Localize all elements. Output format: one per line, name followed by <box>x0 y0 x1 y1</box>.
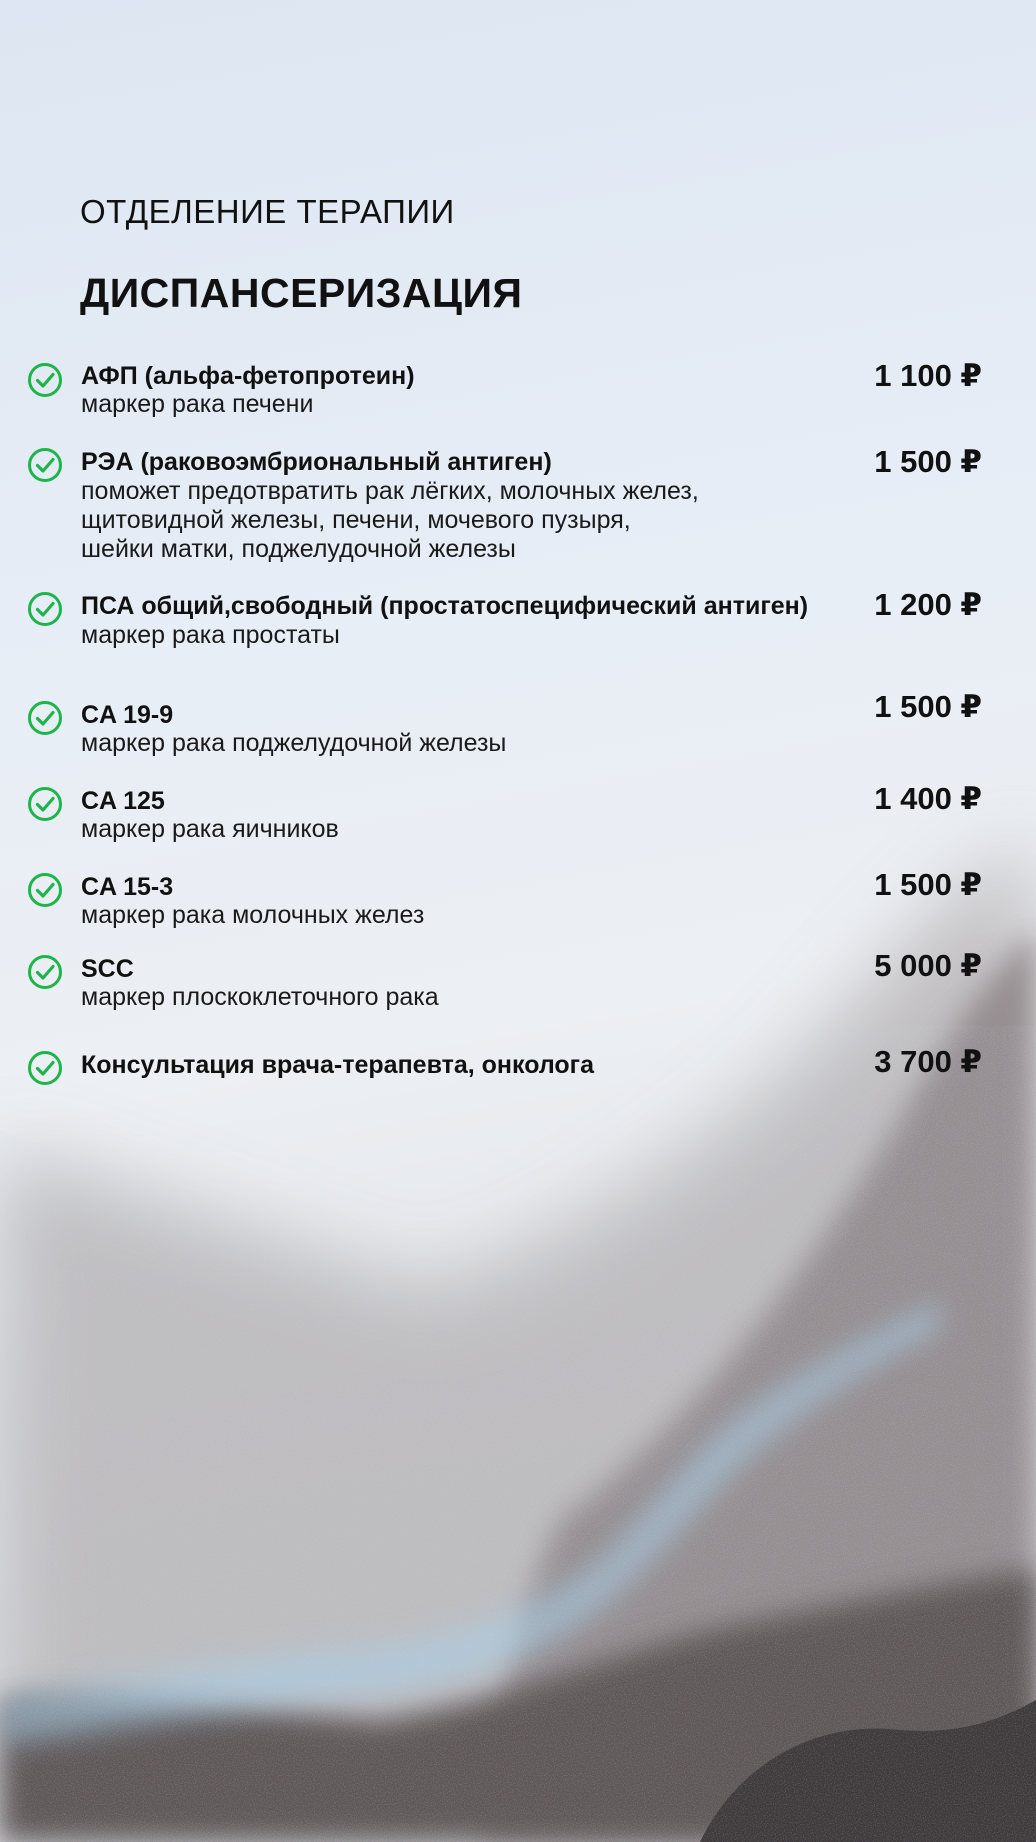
item-description: маркер рака печени <box>81 390 314 418</box>
item-price: 3 700 ₽ <box>874 1044 982 1079</box>
item-name: АФП (альфа-фетопротеин) <box>81 362 415 390</box>
item-description: маркер плоскоклеточного рака <box>81 983 439 1011</box>
page-title: ДИСПАНСЕРИЗАЦИЯ <box>80 270 523 316</box>
item-description: маркер рака простаты <box>81 621 340 649</box>
item-price: 1 500 ₽ <box>874 689 982 724</box>
item-description: маркер рака молочных желез <box>81 901 425 929</box>
check-circle-icon <box>27 872 63 908</box>
item-name: CA 19-9 <box>81 701 174 729</box>
item-price: 1 400 ₽ <box>874 781 982 816</box>
check-circle-icon <box>27 447 63 483</box>
item-price: 1 200 ₽ <box>874 587 982 622</box>
item-description: поможет предотвратить рак лёгких, молочных желез, щитовидной железы, печени, мочевого пузыря, шейки матки, поджелудочной железы <box>81 477 699 563</box>
item-name: CA 125 <box>81 787 165 815</box>
item-price: 5 000 ₽ <box>874 948 982 983</box>
item-name: CA 15-3 <box>81 873 174 901</box>
item-name: РЭА (раковоэмбриональный антиген) <box>81 448 552 476</box>
item-price: 1 100 ₽ <box>874 358 982 393</box>
item-description: маркер рака яичников <box>81 815 339 843</box>
item-price: 1 500 ₽ <box>874 444 982 479</box>
check-circle-icon <box>27 700 63 736</box>
item-name: ПСА общий,свободный (простатоспецифический антиген) <box>81 592 809 620</box>
department-heading: ОТДЕЛЕНИЕ ТЕРАПИИ <box>80 193 455 230</box>
check-circle-icon <box>27 786 63 822</box>
check-circle-icon <box>27 954 63 990</box>
item-name: Консультация врача-терапевта, онколога <box>81 1051 594 1079</box>
check-circle-icon <box>27 591 63 627</box>
item-price: 1 500 ₽ <box>874 867 982 902</box>
check-circle-icon <box>27 1050 63 1086</box>
check-circle-icon <box>27 362 63 398</box>
item-description: маркер рака поджелудочной железы <box>81 729 507 757</box>
item-name: SCC <box>81 955 134 983</box>
